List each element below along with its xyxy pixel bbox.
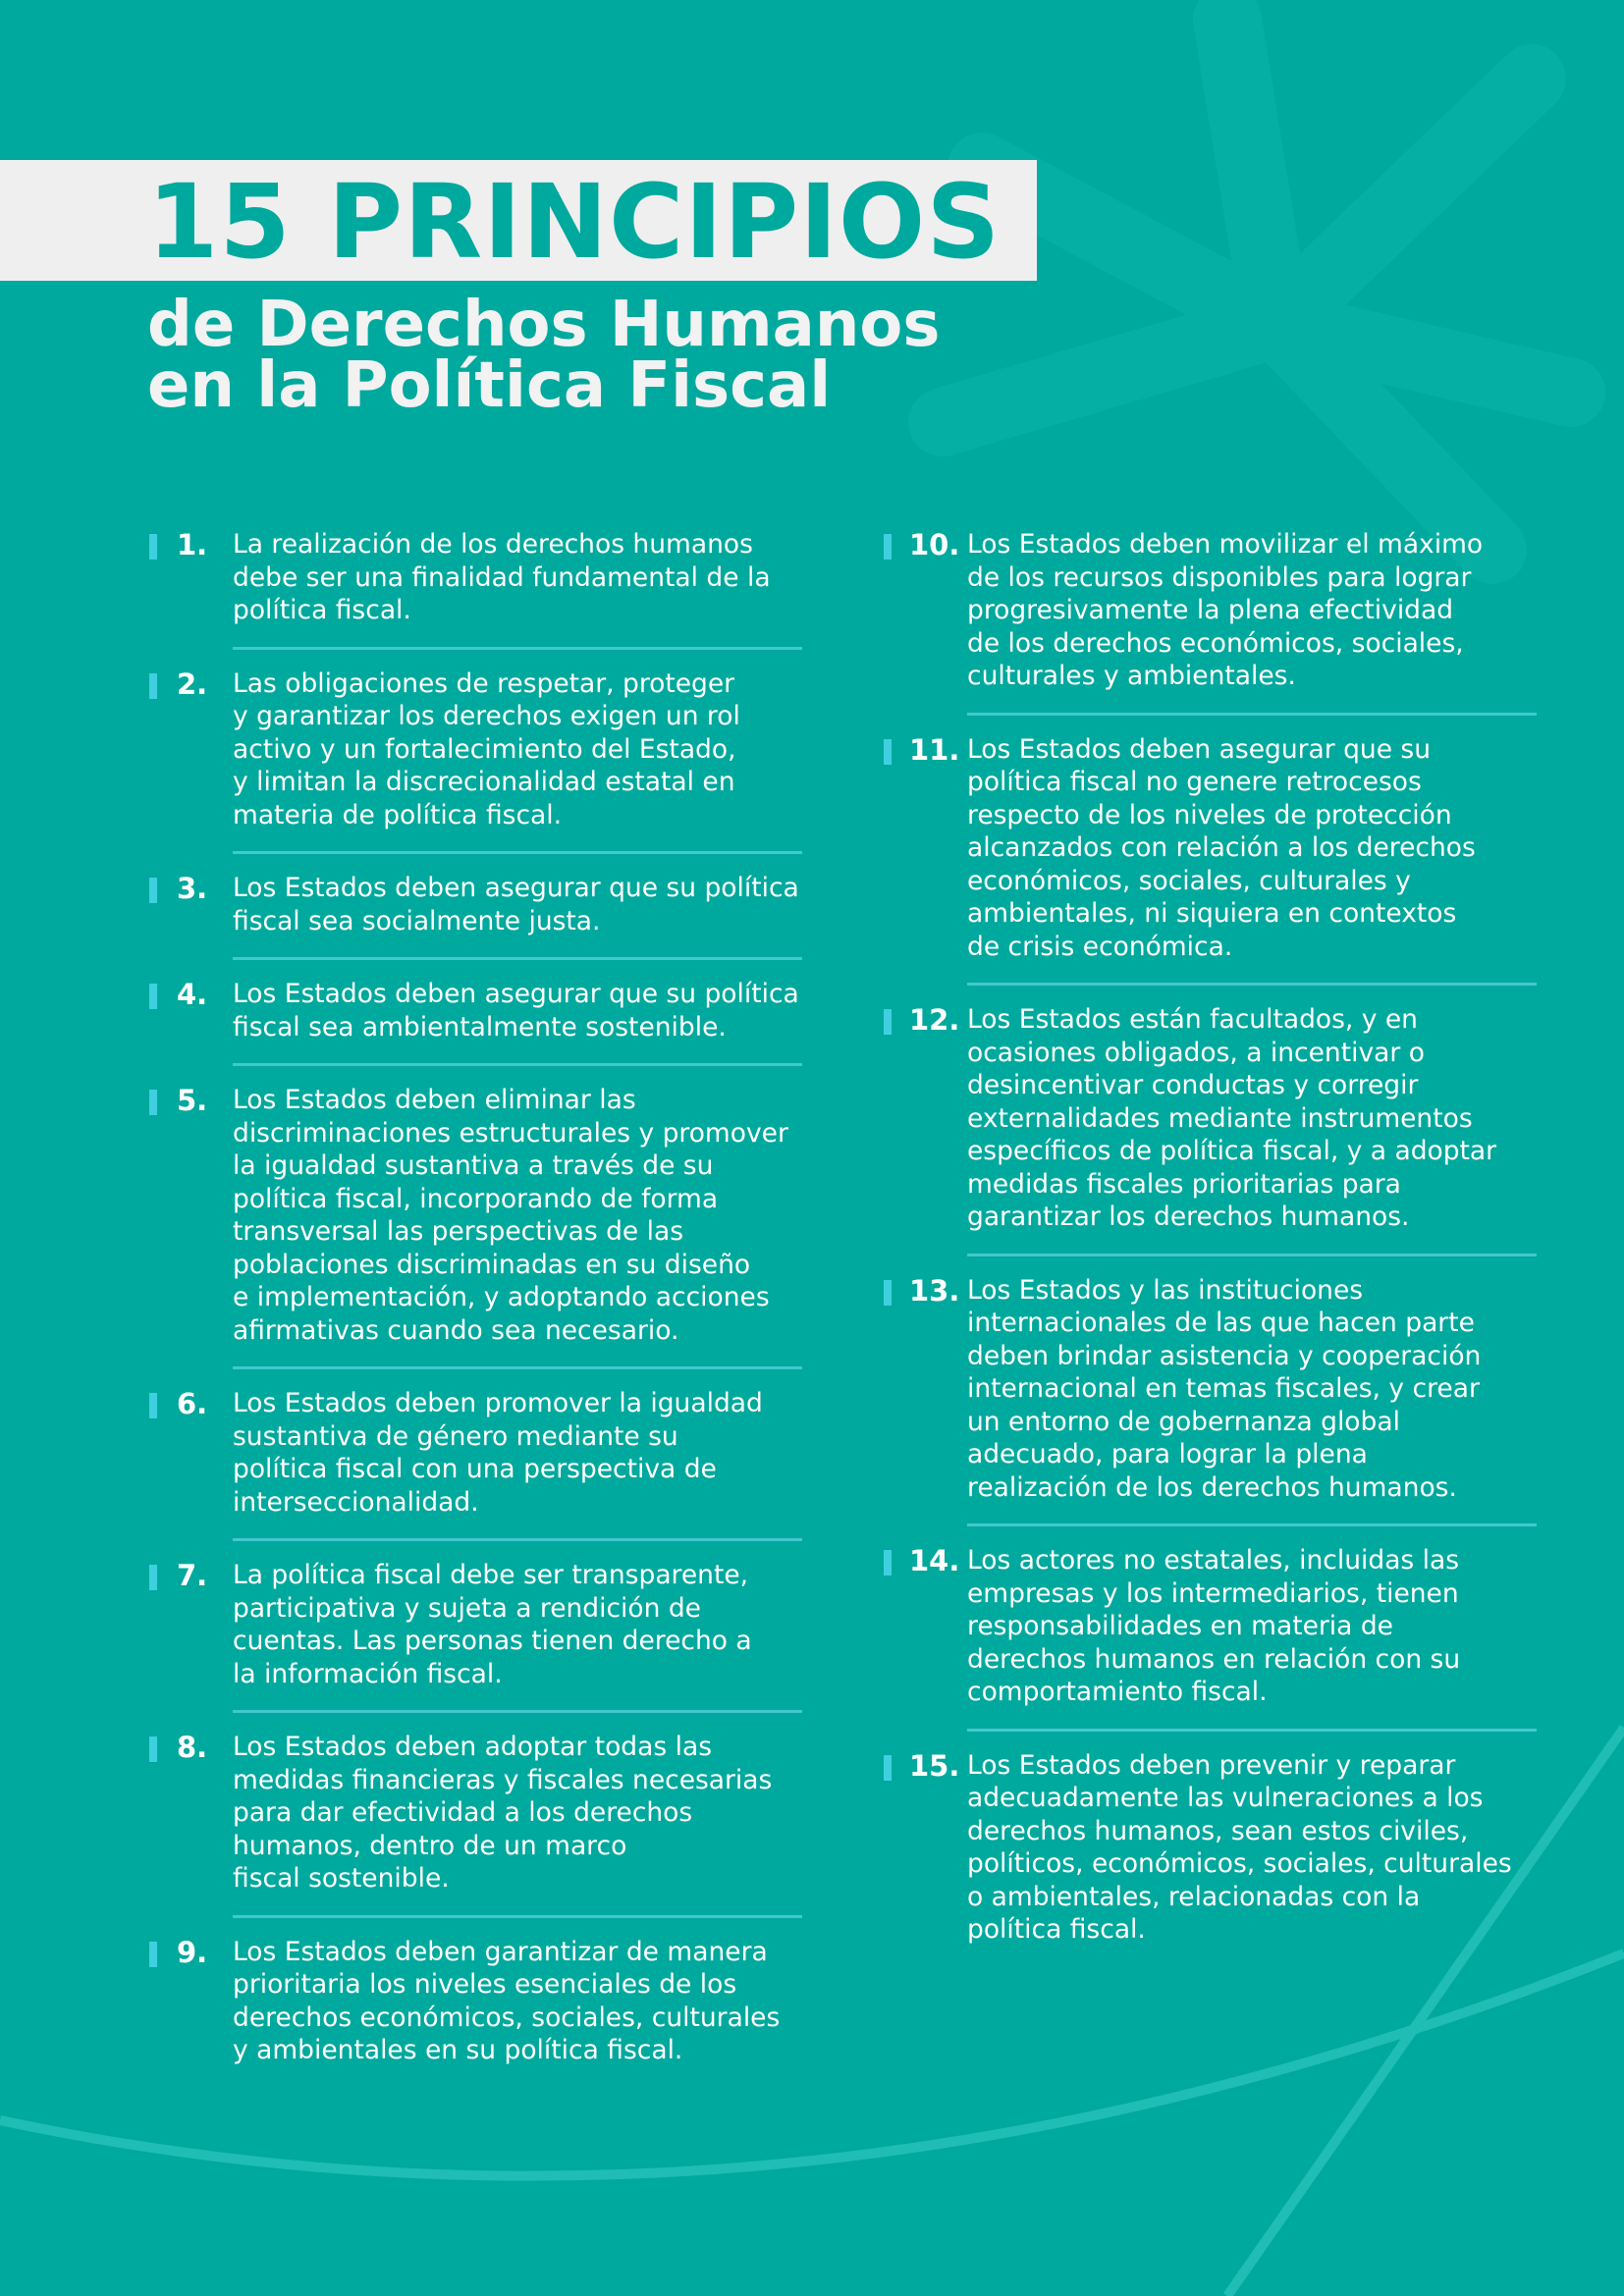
principle-number: 15. [909,1748,960,1783]
principle-item [884,733,1532,964]
principle-text: Los Estados deben eliminar las discriminaciones estructurales y promover la igualdad sustantiva a través de su política fiscal, incorporando de forma transversal las perspectivas de las poblaciones discriminadas en su diseño e implementación, y adoptando acciones afirmativas cuando sea necesario. [233,1085,788,1346]
accent-bar [149,1942,157,1967]
principle-item [149,1936,817,2067]
principle-text: Las obligaciones de respetar, proteger y garantizar los derechos exigen un rol activo y un fortalecimiento del Estado, y limitan la discrecionalidad estatal en materia de política fiscal. [233,667,740,830]
principle-number: 3. [177,872,208,905]
principle-item [884,1274,1532,1505]
principle-text: Los Estados deben movilizar el máximo de los recursos disponibles para lograr progresivamente la plena efectividad de los derechos económicos, sociales, culturales y ambientales. [967,529,1484,691]
principle-number: 5. [177,1084,208,1117]
principle-number: 7. [177,1559,208,1592]
principle-text: Los Estados deben promover la igualdad sustantiva de género mediante su política fiscal con una perspectiva de interseccionalidad. [233,1388,763,1518]
principle-item [149,528,817,627]
principle-text: Los Estados deben asegurar que su política fiscal no genere retrocesos respecto de los niveles de protección alcanzados con relación a los derechos económicos, sociales, culturales y ambientales, ni siquiera en contextos de crisis económica. [967,733,1476,962]
principle-number: 10. [909,528,960,561]
principle-number: 9. [177,1935,208,1969]
page-title: 15 PRINCIPIOS [147,162,1001,282]
principle-text: Los Estados y las instituciones internacionales de las que hacen parte deben brindar asistencia y cooperación internacional en temas fiscales, y crear un entorno de gobernanza global adecuado, para lograr la plena realización de los derechos humanos. [967,1274,1482,1503]
separator [967,1523,1537,1526]
principle-number: 2. [177,667,208,701]
principle-text: La política fiscal debe ser transparente, participativa y sujeta a rendición de cuentas. Las personas tienen derecho a la información fiscal. [233,1560,752,1689]
separator [233,1710,802,1713]
subtitle-line-1: de Derechos Humanos [147,289,941,361]
principle-number: 6. [177,1387,208,1420]
principle-item [149,1731,817,1896]
separator [967,983,1537,986]
principle-text: Los Estados deben prevenir y reparar adecuadamente las vulneraciones a los derechos humanos, sean estos civiles, políticos, económicos, sociales, culturales o ambientales, relacionadas con la política fiscal. [967,1749,1512,1945]
separator [233,957,802,960]
principle-text: La realización de los derechos humanos debe ser una finalidad fundamental de la política fiscal. [233,529,771,625]
principle-item [884,1544,1532,1709]
accent-bar [884,534,892,560]
accent-bar [149,534,157,560]
principle-item [149,872,817,937]
principle-text: Los Estados deben asegurar que su política fiscal sea socialmente justa. [233,873,799,936]
principle-item [884,528,1532,693]
principle-number: 13. [909,1273,960,1308]
principle-text: Los Estados están facultados, y en ocasiones obligados, a incentivar o desincentivar conductas y corregir externalidades mediante instrumentos específicos de política fiscal, y a adoptar medidas fiscales prioritarias para garantizar los derechos humanos. [967,1004,1497,1232]
principles-column-left [149,528,817,2067]
principle-text: Los Estados deben asegurar que su política fiscal sea ambientalmente sostenible. [233,979,799,1042]
accent-bar [149,1393,157,1418]
principle-item [149,667,817,832]
accent-bar [884,1280,892,1306]
separator [233,1538,802,1541]
accent-bar [884,739,892,765]
principle-text: Los actores no estatales, incluidas las empresas y los intermediarios, tienen responsabilidades en materia de derechos humanos en relación con su comportamiento fiscal. [967,1545,1461,1707]
principle-text: Los Estados deben adoptar todas las medidas financieras y fiscales necesarias para dar efectividad a los derechos humanos, dentro de un marco fiscal sostenible. [233,1732,773,1894]
principle-item [149,1084,817,1347]
accent-bar [149,984,157,1009]
principle-number: 1. [177,528,208,561]
principle-number: 4. [177,978,208,1011]
separator [967,1729,1537,1732]
separator [967,713,1537,716]
separator [233,647,802,650]
principle-number: 11. [909,732,960,767]
principle-item [149,978,817,1043]
principle-item [884,1003,1532,1234]
accent-bar [884,1755,892,1781]
principle-item [149,1387,817,1519]
accent-bar [149,673,157,699]
accent-bar [884,1550,892,1575]
principle-number: 8. [177,1731,208,1764]
principles-column-right [884,528,1532,1947]
page-subtitle [147,289,941,422]
principle-item [884,1749,1532,1947]
accent-bar [149,1736,157,1762]
separator [967,1254,1537,1256]
accent-bar [149,1090,157,1115]
separator [233,851,802,854]
separator [233,1063,802,1066]
separator [233,1366,802,1369]
accent-bar [884,1009,892,1035]
separator [233,1915,802,1918]
principle-number: 12. [909,1003,960,1037]
principle-number: 14. [909,1544,960,1577]
principle-item [149,1559,817,1690]
principle-text: Los Estados deben garantizar de manera prioritaria los niveles esenciales de los derechos económicos, sociales, culturales y ambientales en su política fiscal. [233,1936,781,2065]
accent-bar [149,1565,157,1590]
subtitle-line-2: en la Política Fiscal [147,349,832,422]
accent-bar [149,878,157,903]
